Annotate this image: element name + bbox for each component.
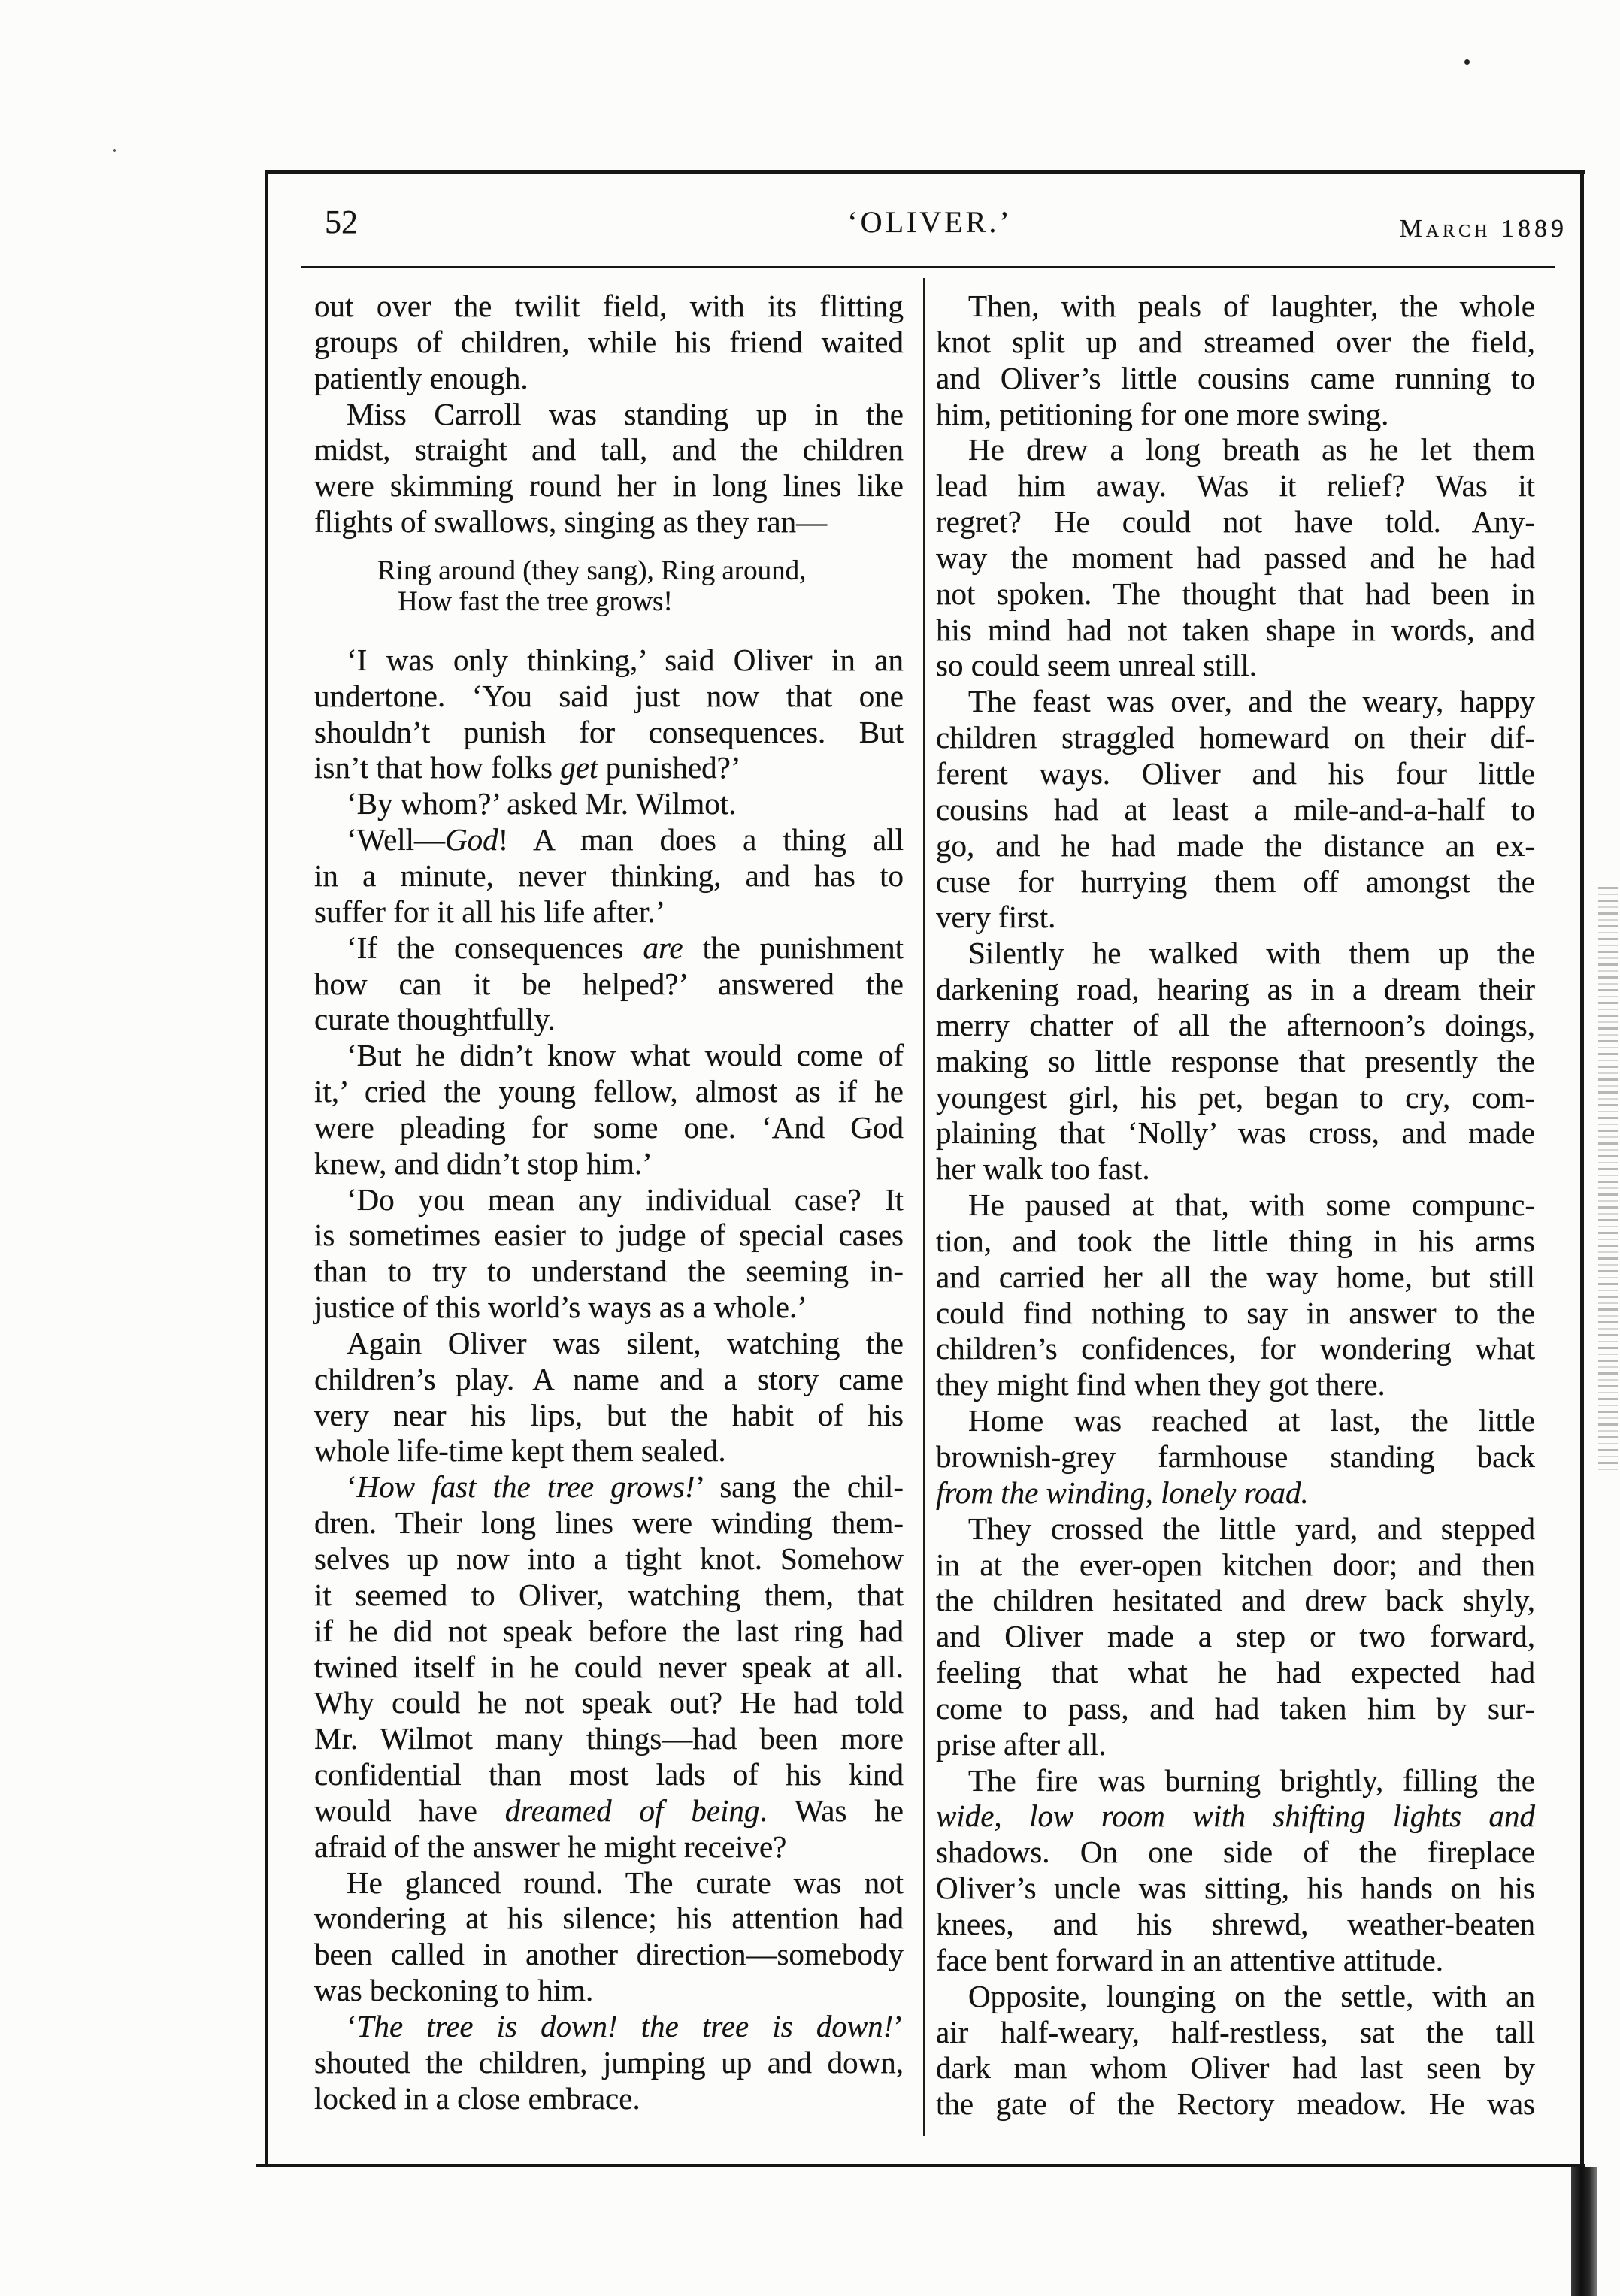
text-run: ‘I was only thinking,’ said Oliver in an bbox=[347, 642, 904, 677]
text-run: knew, and didn’t stop him.’ bbox=[314, 1145, 653, 1181]
text-run: Again Oliver was silent, watching the bbox=[347, 1325, 904, 1360]
text-run: punished?’ bbox=[598, 750, 741, 785]
text-line bbox=[314, 786, 904, 822]
text-line bbox=[936, 1835, 1535, 1871]
text-line bbox=[936, 1798, 1535, 1835]
text-run: suffer for it all his life after.’ bbox=[314, 894, 666, 929]
text-line bbox=[314, 1110, 904, 1146]
left-column bbox=[314, 289, 904, 2117]
text-line bbox=[314, 361, 904, 397]
text-line bbox=[936, 2086, 1535, 2122]
verse-block bbox=[314, 555, 904, 617]
scan-edge-artifact bbox=[1598, 887, 1618, 1473]
text-run: Home was reached at last, the little bbox=[968, 1403, 1535, 1438]
paragraph bbox=[936, 289, 1535, 432]
page-frame-top bbox=[265, 170, 1585, 174]
text-line bbox=[314, 1973, 904, 2009]
text-run: Mr. Wilmot many things—had been more bbox=[314, 1721, 904, 1756]
text-run: afraid of the answer he might receive? bbox=[314, 1829, 787, 1864]
text-line bbox=[936, 720, 1535, 756]
text-line bbox=[936, 504, 1535, 540]
text-run: feeling that what he had expected had bbox=[936, 1655, 1535, 1690]
text-line bbox=[936, 1403, 1535, 1439]
text-line bbox=[936, 1907, 1535, 1943]
text-line bbox=[314, 679, 904, 715]
verse-line bbox=[314, 555, 904, 586]
text-run: darkening road, hearing as in a dream their bbox=[936, 972, 1535, 1007]
text-run: way the moment had passed and he had bbox=[936, 540, 1535, 575]
text-line bbox=[936, 1080, 1535, 1116]
text-run: dren. Their long lines were winding them- bbox=[314, 1505, 904, 1541]
text-run: ‘If the consequences bbox=[347, 930, 643, 965]
text-run: making so little response that presently the bbox=[936, 1043, 1535, 1078]
text-line bbox=[936, 1763, 1535, 1799]
text-line bbox=[936, 828, 1535, 864]
text-line bbox=[936, 1979, 1535, 2015]
text-line bbox=[936, 1439, 1535, 1475]
text-run: is sometimes easier to judge of special cases bbox=[314, 1218, 904, 1253]
text-line bbox=[936, 972, 1535, 1008]
text-line bbox=[314, 1182, 904, 1218]
text-run: and carried her all the way home, but still bbox=[936, 1259, 1535, 1294]
text-line bbox=[936, 1691, 1535, 1727]
text-line bbox=[314, 1793, 904, 1829]
text-run: youngest girl, his pet, began to cry, com- bbox=[936, 1079, 1535, 1115]
text-run: justice of this world’s ways as a whole.’ bbox=[314, 1290, 807, 1325]
paragraph bbox=[314, 1469, 904, 1865]
text-run: very near his lips, but the habit of his bbox=[314, 1397, 904, 1432]
text-run: ferent ways. Oliver and his four little bbox=[936, 755, 1535, 791]
text-run: the punishment bbox=[683, 930, 904, 965]
text-line bbox=[936, 1044, 1535, 1080]
text-run: knot split up and streamed over the field, bbox=[936, 324, 1535, 359]
paragraph bbox=[936, 936, 1535, 1187]
text-run: come to pass, and had taken him by sur- bbox=[936, 1690, 1535, 1726]
text-run: merry chatter of all the afternoon’s doings, bbox=[936, 1007, 1535, 1042]
running-title: ‘OLIVER.’ bbox=[847, 205, 1013, 239]
text-run: so could seem unreal still. bbox=[936, 648, 1257, 683]
text-line bbox=[314, 1146, 904, 1182]
text-line bbox=[936, 1187, 1535, 1224]
text-run: shouldn’t punish for consequences. But bbox=[314, 714, 904, 749]
text-line bbox=[936, 1583, 1535, 1619]
text-line bbox=[314, 325, 904, 361]
paragraph bbox=[936, 1979, 1535, 2122]
text-line bbox=[936, 1260, 1535, 1296]
text-line bbox=[936, 1511, 1535, 1547]
text-run: the gate of the Rectory meadow. He was bbox=[936, 2086, 1535, 2122]
text-line bbox=[936, 1115, 1535, 1151]
text-run: could find nothing to say in answer to the bbox=[936, 1295, 1535, 1330]
text-line bbox=[314, 1614, 904, 1650]
text-run: it,’ cried the young fellow, almost as if he bbox=[314, 1074, 904, 1109]
text-run: He drew a long breath as he let them bbox=[968, 432, 1535, 467]
text-line bbox=[936, 1008, 1535, 1044]
text-run: ‘ bbox=[347, 2008, 357, 2043]
text-line bbox=[314, 750, 904, 786]
text-line bbox=[314, 468, 904, 504]
column-divider bbox=[923, 278, 925, 2136]
text-run: How fast the tree grows! bbox=[398, 585, 673, 617]
text-line bbox=[314, 1650, 904, 1686]
text-line bbox=[314, 2045, 904, 2081]
text-line bbox=[936, 1296, 1535, 1332]
text-line bbox=[314, 504, 904, 540]
text-run: they might find when they got there. bbox=[936, 1367, 1385, 1402]
italic-text-run: are bbox=[643, 930, 683, 965]
text-run: air half-weary, half-restless, sat the tall bbox=[936, 2014, 1535, 2049]
paragraph bbox=[936, 1403, 1535, 1511]
text-run: twined itself in he could never speak at all. bbox=[314, 1649, 904, 1684]
text-line bbox=[936, 2015, 1535, 2051]
text-run: ‘ bbox=[347, 1469, 357, 1505]
text-line bbox=[314, 966, 904, 1003]
text-run: locked in a close embrace. bbox=[314, 2080, 640, 2116]
text-line bbox=[314, 1074, 904, 1110]
text-line bbox=[936, 576, 1535, 613]
italic-text-run: God bbox=[445, 822, 498, 858]
text-line bbox=[936, 900, 1535, 936]
text-line bbox=[936, 1619, 1535, 1655]
page-frame-right bbox=[1580, 170, 1584, 2296]
text-line bbox=[314, 1398, 904, 1434]
text-line bbox=[314, 1829, 904, 1865]
text-run: and Oliver made a step or two forward, bbox=[936, 1619, 1535, 1654]
text-run: children straggled homeward on their dif- bbox=[936, 720, 1535, 755]
text-line bbox=[314, 289, 904, 325]
text-run: Silently he walked with them up the bbox=[968, 936, 1535, 971]
issue-date: March 1889 bbox=[1399, 215, 1567, 243]
text-line bbox=[314, 1578, 904, 1614]
text-line bbox=[314, 1685, 904, 1721]
text-run: The fire was burning brightly, filling the bbox=[968, 1762, 1535, 1798]
italic-text-run: dreamed of being bbox=[504, 1792, 760, 1828]
text-run: Ring around (they sang), Ring around, bbox=[377, 555, 807, 586]
text-line bbox=[314, 1505, 904, 1541]
text-run: lead him away. Was it relief? Was it bbox=[936, 468, 1535, 504]
text-line bbox=[936, 468, 1535, 504]
text-run: was beckoning to him. bbox=[314, 1973, 594, 2008]
text-line bbox=[314, 1721, 904, 1757]
text-run: Then, with peals of laughter, the whole bbox=[968, 289, 1535, 323]
text-run: He glanced round. The curate was not bbox=[347, 1865, 904, 1900]
text-line bbox=[936, 2050, 1535, 2086]
paragraph bbox=[314, 1182, 904, 1326]
text-line bbox=[936, 1475, 1535, 1511]
text-line bbox=[314, 1326, 904, 1362]
text-line bbox=[314, 1865, 904, 1901]
text-run: not spoken. The thought that had been in bbox=[936, 576, 1535, 611]
text-run: than to try to understand the seeming in- bbox=[314, 1254, 904, 1289]
paragraph bbox=[314, 930, 904, 1039]
text-run: been called in another direction—somebody bbox=[314, 1937, 904, 1972]
text-line bbox=[936, 397, 1535, 433]
paragraph bbox=[314, 822, 904, 930]
text-run: regret? He could not have told. Any- bbox=[936, 504, 1535, 540]
text-line bbox=[314, 397, 904, 433]
text-run: it seemed to Oliver, watching them, that bbox=[314, 1577, 904, 1612]
text-run: children’s confidences, for wondering what bbox=[936, 1331, 1535, 1366]
text-run: Oliver’s uncle was sitting, his hands on his bbox=[936, 1871, 1535, 1906]
verse-line bbox=[314, 586, 904, 617]
paragraph bbox=[314, 1038, 904, 1181]
text-run: in a minute, never thinking, and has to bbox=[314, 858, 904, 893]
paragraph bbox=[314, 1326, 904, 1469]
text-run: ! A man does a thing all bbox=[498, 822, 904, 858]
text-line bbox=[314, 1469, 904, 1505]
paragraph bbox=[936, 1187, 1535, 1403]
page-frame-left bbox=[265, 170, 268, 2167]
text-run: Why could he not speak out? He had told bbox=[314, 1685, 904, 1720]
text-run: prise after all. bbox=[936, 1726, 1107, 1762]
text-line bbox=[314, 1901, 904, 1937]
header-rule bbox=[301, 266, 1555, 268]
text-line bbox=[314, 1433, 904, 1469]
paragraph bbox=[314, 1865, 904, 2009]
text-run: cuse for hurrying them off amongst the bbox=[936, 864, 1535, 899]
text-line bbox=[314, 643, 904, 679]
text-line bbox=[314, 1757, 904, 1793]
text-line bbox=[936, 613, 1535, 649]
text-run: dark man whom Oliver had last seen by bbox=[936, 2050, 1535, 2086]
text-run: how can it be helped?’ answered the bbox=[314, 966, 904, 1001]
text-run: were pleading for some one. ‘And God bbox=[314, 1109, 904, 1145]
text-line bbox=[936, 540, 1535, 576]
paragraph bbox=[314, 397, 904, 540]
text-run: plaining that ‘Nolly’ was cross, and made bbox=[936, 1115, 1535, 1151]
text-run: Opposite, lounging on the settle, with an bbox=[968, 1978, 1535, 2013]
text-run: him, petitioning for one more swing. bbox=[936, 396, 1389, 431]
text-run: her walk too fast. bbox=[936, 1151, 1150, 1187]
text-run: out over the twilit field, with its flitting bbox=[314, 289, 904, 323]
text-run: whole life-time kept them sealed. bbox=[314, 1433, 726, 1469]
text-run: curate thoughtfully. bbox=[314, 1002, 556, 1037]
text-run: confidential than most lads of his kind bbox=[314, 1757, 904, 1792]
text-run: tion, and took the little thing in his arms bbox=[936, 1223, 1535, 1258]
text-line bbox=[936, 1224, 1535, 1260]
text-line bbox=[314, 2009, 904, 2045]
text-run: midst, straight and tall, and the children bbox=[314, 432, 904, 467]
paragraph bbox=[936, 1763, 1535, 1979]
scan-speck bbox=[1464, 59, 1470, 65]
right-column bbox=[936, 289, 1535, 2122]
text-run: children’s play. A name and a story came bbox=[314, 1361, 904, 1396]
text-line bbox=[314, 894, 904, 930]
text-line bbox=[314, 1038, 904, 1074]
text-line bbox=[936, 756, 1535, 792]
text-line bbox=[936, 325, 1535, 361]
scan-speck bbox=[113, 149, 116, 152]
paragraph bbox=[936, 432, 1535, 684]
text-run: would have bbox=[314, 1792, 505, 1828]
text-run: the children hesitated and drew back shyly, bbox=[936, 1583, 1535, 1618]
page-frame-bottom bbox=[256, 2164, 1585, 2167]
text-run: The feast was over, and the weary, happy bbox=[968, 684, 1535, 719]
text-line bbox=[314, 930, 904, 966]
text-line bbox=[314, 1218, 904, 1254]
text-run: face bent forward in an attentive attitude. bbox=[936, 1942, 1444, 1977]
italic-text-run: from the winding, lonely road. bbox=[936, 1475, 1309, 1510]
text-line bbox=[314, 858, 904, 894]
text-run: patiently enough. bbox=[314, 360, 528, 395]
text-run: flights of swallows, singing as they ran— bbox=[314, 504, 828, 540]
text-run: shouted the children, jumping up and down, bbox=[314, 2044, 904, 2080]
text-run: brownish-grey farmhouse standing back bbox=[936, 1439, 1535, 1474]
text-run: ‘Well— bbox=[347, 822, 446, 858]
text-run: Miss Carroll was standing up in the bbox=[347, 396, 904, 431]
paragraph bbox=[314, 289, 904, 397]
text-run: ‘By whom?’ asked Mr. Wilmot. bbox=[347, 786, 737, 821]
text-run: selves up now into a tight knot. Somehow bbox=[314, 1541, 904, 1576]
paragraph bbox=[314, 643, 904, 786]
text-run: ’ sang the chil- bbox=[695, 1469, 904, 1505]
text-run: if he did not speak before the last ring had bbox=[314, 1613, 904, 1648]
text-run: cousins had at least a mile-and-a-half to bbox=[936, 791, 1535, 827]
text-run: were skimming round her in long lines like bbox=[314, 468, 904, 504]
text-line bbox=[314, 822, 904, 858]
paragraph bbox=[936, 1511, 1535, 1763]
text-run: undertone. ‘You said just now that one bbox=[314, 678, 904, 713]
text-line bbox=[936, 1655, 1535, 1691]
text-run: and Oliver’s little cousins came running to bbox=[936, 360, 1535, 395]
text-run: shadows. On one side of the fireplace bbox=[936, 1835, 1535, 1870]
text-line bbox=[936, 864, 1535, 900]
text-line bbox=[936, 936, 1535, 972]
page-number: 52 bbox=[325, 204, 358, 240]
text-line bbox=[314, 2081, 904, 2117]
text-line bbox=[936, 684, 1535, 720]
text-line bbox=[936, 1727, 1535, 1763]
text-line bbox=[314, 432, 904, 468]
italic-text-run: The tree is down! the tree is down! bbox=[356, 2008, 894, 2043]
text-line bbox=[314, 1937, 904, 1973]
text-line bbox=[936, 1367, 1535, 1403]
paragraph bbox=[936, 684, 1535, 936]
text-run: isn’t that how folks bbox=[314, 750, 561, 785]
text-run: in at the ever-open kitchen door; and then bbox=[936, 1547, 1535, 1582]
text-line bbox=[936, 1331, 1535, 1367]
text-line bbox=[936, 432, 1535, 468]
text-line bbox=[314, 1002, 904, 1038]
text-line bbox=[314, 1254, 904, 1290]
text-line bbox=[936, 648, 1535, 684]
text-line bbox=[936, 1151, 1535, 1187]
binding-edge-shadow bbox=[1571, 2167, 1597, 2296]
text-line bbox=[314, 1541, 904, 1578]
paragraph bbox=[314, 786, 904, 822]
text-run: They crossed the little yard, and stepped bbox=[968, 1511, 1535, 1546]
text-line bbox=[936, 792, 1535, 828]
text-line bbox=[936, 1547, 1535, 1584]
italic-text-run: wide, low room with shifting lights and bbox=[936, 1798, 1535, 1834]
paragraph bbox=[314, 2009, 904, 2117]
text-run: ‘Do you mean any individual case? It bbox=[347, 1181, 904, 1217]
text-line bbox=[314, 1290, 904, 1326]
text-run: go, and he had made the distance an ex- bbox=[936, 827, 1535, 863]
italic-text-run: get bbox=[560, 750, 598, 785]
text-run: wondering at his silence; his attention had bbox=[314, 1901, 904, 1936]
text-run: ’ bbox=[893, 2008, 904, 2043]
text-run: ‘But he didn’t know what would come of bbox=[347, 1038, 904, 1073]
text-line bbox=[936, 1871, 1535, 1907]
text-line bbox=[936, 361, 1535, 397]
text-run: He paused at that, with some compunc- bbox=[968, 1187, 1535, 1223]
text-run: very first. bbox=[936, 900, 1056, 935]
text-run: . Was he bbox=[759, 1792, 904, 1828]
text-line bbox=[936, 289, 1535, 325]
text-line bbox=[936, 1943, 1535, 1979]
italic-text-run: How fast the tree grows! bbox=[356, 1469, 695, 1505]
text-run: groups of children, while his friend waited bbox=[314, 324, 904, 359]
text-run: knees, and his shrewd, weather-beaten bbox=[936, 1906, 1535, 1941]
text-run: his mind had not taken shape in words, and bbox=[936, 612, 1535, 647]
text-line bbox=[314, 715, 904, 751]
text-line bbox=[314, 1362, 904, 1398]
